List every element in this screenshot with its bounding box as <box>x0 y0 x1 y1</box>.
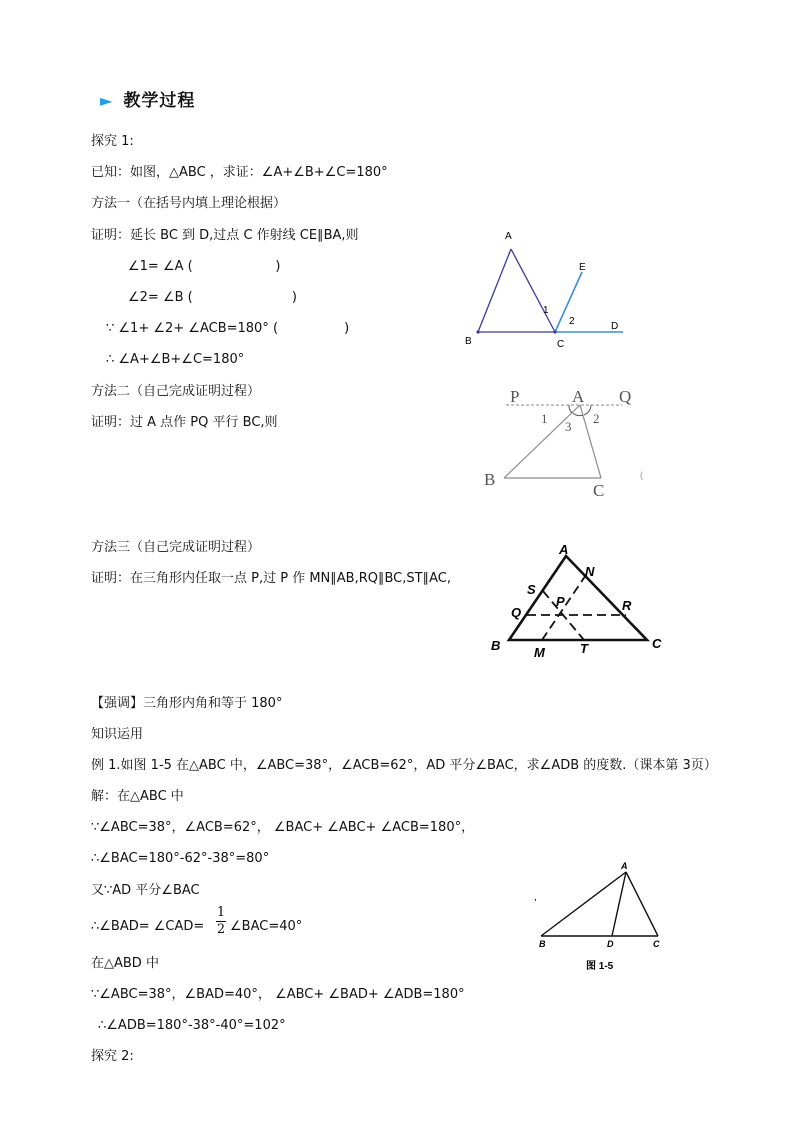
label-N: N <box>585 564 595 579</box>
solution-line8: ∴∠ADB=180°-38°-40°=102° <box>98 1018 286 1033</box>
label-A: A <box>559 542 569 557</box>
label-C: C <box>557 339 565 350</box>
explore1-title: 探究 1: <box>91 134 134 149</box>
label-Q: Q <box>619 387 632 406</box>
label-B: B <box>539 939 546 949</box>
label-B: B <box>484 470 496 489</box>
figure-method2 <box>480 380 650 505</box>
figure-method1 <box>455 225 635 350</box>
fraction-denominator: 2 <box>216 922 226 937</box>
solution-line5-pre: ∴∠BAD= ∠CAD= <box>91 919 205 934</box>
solution-line6: 在△ABD 中 <box>91 956 159 971</box>
method1-title: 方法一（在括号内填上理论根据） <box>91 196 287 211</box>
method1-proof-intro: 证明：延长 BC 到 D,过点 C 作射线 CE∥BA,则 <box>91 228 359 243</box>
label-M: M <box>534 645 545 660</box>
label-R: R <box>622 598 632 613</box>
angle-arc-1 <box>569 405 572 413</box>
angle-label-3: 3 <box>565 419 572 434</box>
figure-1-5 <box>530 858 680 978</box>
method1-line3: ∵ ∠1+ ∠2+ ∠ACB=180° ( ) <box>106 321 350 336</box>
label-B: B <box>465 336 472 347</box>
label-D: D <box>607 939 614 949</box>
solution-line3: ∴∠BAC=180°-62°-38°=80° <box>91 851 270 866</box>
angle-label-2: 2 <box>593 411 600 426</box>
triangle-bullet-icon: ► <box>100 91 113 110</box>
solution-line2: ∵∠ABC=38°，∠ACB=62°， ∠BAC+ ∠ABC+ ∠ACB=180°， <box>91 820 475 835</box>
point-C <box>553 330 556 333</box>
label-C: C <box>593 481 605 500</box>
solution-line7: ∵∠ABC=38°，∠BAD=40°， ∠ABC+ ∠BAD+ ∠ADB=180° <box>91 987 465 1002</box>
label-C: C <box>653 939 660 949</box>
method3-title: 方法三（自己完成证明过程） <box>91 540 261 555</box>
section-heading <box>100 86 195 111</box>
fraction-numerator: 1 <box>216 905 226 920</box>
solution-line1: 解：在△ABC 中 <box>91 789 184 804</box>
angle-arc-3 <box>573 413 583 416</box>
figure-method3 <box>485 540 675 665</box>
explore2-title: 探究 2: <box>91 1049 134 1064</box>
angle-label-1: 1 <box>541 411 548 426</box>
label-A: A <box>505 231 512 242</box>
method3-proof-intro: 证明：在三角形内任取一点 P,过 P 作 MN∥AB,RQ∥BC,ST∥AC, <box>91 571 451 586</box>
segment-AC <box>511 249 555 332</box>
stray-mark: , <box>534 892 537 903</box>
label-A: A <box>621 861 628 871</box>
method2-title: 方法二（自己完成证明过程） <box>91 384 261 399</box>
stray-mark: ( <box>640 470 643 480</box>
label-P: P <box>510 387 520 406</box>
label-A: A <box>572 387 585 406</box>
half-fraction <box>216 906 226 937</box>
method1-line2: ∠2= ∠B ( ) <box>128 290 297 305</box>
solution-line4: 又∵AD 平分∠BAC <box>91 883 200 898</box>
figure-caption: 图 1-5 <box>586 961 614 972</box>
method1-line1: ∠1= ∠A ( ) <box>128 259 281 274</box>
angle-arc-2 <box>584 405 591 415</box>
angle-label-2: 2 <box>569 316 575 327</box>
label-D: D <box>611 321 619 332</box>
given-statement: 已知：如图，△ABC ，求证：∠A+∠B+∠C=180° <box>91 165 388 180</box>
method2-proof-intro: 证明：过 A 点作 PQ 平行 BC,则 <box>91 415 278 430</box>
example-statement: 例 1.如图 1-5 在△ABC 中，∠ABC=38°，∠ACB=62°，AD 平分∠BAC，求∠ADB 的度数.（课本第 3页） <box>91 758 717 773</box>
segment-AB <box>541 872 626 936</box>
heading-text: 教学过程 <box>123 91 196 111</box>
solution-line5-post: ∠BAC=40° <box>230 919 303 934</box>
emphasis-note: 【强调】三角形内角和等于 180° <box>91 696 283 711</box>
label-B: B <box>491 638 501 653</box>
label-Q: Q <box>511 605 522 620</box>
label-E: E <box>579 262 586 273</box>
label-P: P <box>556 594 565 609</box>
knowledge-title: 知识运用 <box>91 727 144 742</box>
label-C: C <box>652 636 662 651</box>
method1-line4: ∴ ∠A+∠B+∠C=180° <box>106 352 245 367</box>
point-B <box>476 330 479 333</box>
segment-AB <box>478 249 511 332</box>
segment-AC <box>626 872 658 936</box>
label-T: T <box>580 641 588 656</box>
label-S: S <box>527 582 536 597</box>
angle-label-1: 1 <box>543 305 549 316</box>
